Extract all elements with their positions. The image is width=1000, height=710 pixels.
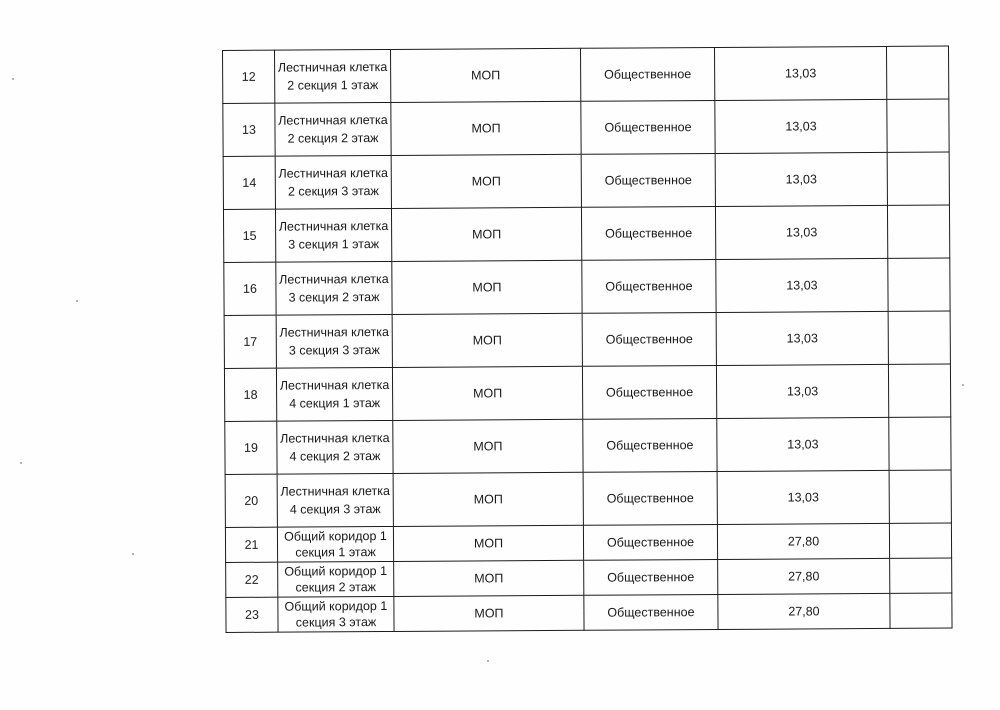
table-row <box>226 593 952 632</box>
premises-name-line-2: 2 секция 3 этаж <box>287 184 379 199</box>
premises-area-cell: 27,80 <box>717 523 889 559</box>
row-number-cell: 22 <box>226 562 278 597</box>
premises-name-line-1: Лестничная клетка <box>277 59 388 75</box>
premises-name-cell <box>276 314 392 368</box>
scan-speck <box>12 78 14 80</box>
premises-name-cell <box>278 561 394 597</box>
premises-name-line-1: Лестничная клетка <box>278 165 389 181</box>
scan-speck <box>962 384 964 386</box>
table-row <box>223 205 949 262</box>
table-row <box>224 311 950 368</box>
row-number-cell: 19 <box>225 421 277 474</box>
premises-type-cell: МОП <box>393 525 583 561</box>
row-number-cell: 15 <box>223 209 275 262</box>
premises-type-cell: МОП <box>394 560 584 596</box>
premises-category-cell: Общественное <box>582 365 716 419</box>
premises-name-cell <box>276 367 392 421</box>
premises-category-cell: Общественное <box>580 47 714 101</box>
premises-name-line-2: 2 секция 2 этаж <box>287 131 379 146</box>
empty-extra-cell <box>890 593 952 628</box>
row-number-cell: 20 <box>225 474 277 527</box>
premises-area-cell: 13,03 <box>715 99 887 153</box>
empty-extra-cell <box>888 364 950 417</box>
premises-name-line-1: Общий коридор 1 <box>284 564 388 579</box>
table-row <box>225 470 951 527</box>
premises-name-cell <box>278 596 394 632</box>
premises-category-cell: Общественное <box>582 259 716 313</box>
premises-name-line-2: 4 секция 2 этаж <box>289 449 381 464</box>
scan-speck <box>20 462 22 464</box>
row-number-cell: 23 <box>226 597 278 632</box>
premises-category-cell: Общественное <box>584 594 718 630</box>
empty-extra-cell <box>890 558 952 593</box>
premises-name-line-2: секция 2 этаж <box>295 580 377 595</box>
premises-type-cell: МОП <box>391 207 581 261</box>
premises-area-cell: 13,03 <box>717 470 889 524</box>
premises-name-line-1: Лестничная клетка <box>280 483 390 499</box>
row-number-cell: 21 <box>225 527 277 562</box>
empty-extra-cell <box>887 152 949 205</box>
table-row <box>223 99 949 156</box>
premises-name-cell <box>277 420 393 474</box>
premises-type-cell: МОП <box>390 48 580 102</box>
scan-speck <box>76 300 78 302</box>
premises-table-body <box>223 46 953 632</box>
premises-category-cell: Общественное <box>581 153 715 207</box>
table-row <box>224 364 950 421</box>
premises-area-cell: 27,80 <box>718 593 890 629</box>
empty-extra-cell <box>889 417 951 470</box>
premises-area-cell: 13,03 <box>717 417 889 471</box>
table-row <box>224 258 950 315</box>
premises-category-cell: Общественное <box>583 418 717 472</box>
premises-type-cell: МОП <box>391 154 581 208</box>
premises-category-cell: Общественное <box>581 100 715 154</box>
premises-area-cell: 13,03 <box>716 311 888 365</box>
premises-type-cell: МОП <box>394 595 584 631</box>
premises-name-line-1: Лестничная клетка <box>278 218 389 234</box>
premises-name-line-1: Лестничная клетка <box>279 377 390 393</box>
premises-name-line-1: Лестничная клетка <box>280 430 390 446</box>
empty-extra-cell <box>888 258 950 311</box>
premises-category-cell: Общественное <box>582 312 716 366</box>
premises-area-cell: 13,03 <box>715 152 887 206</box>
row-number-cell: 17 <box>224 315 276 368</box>
premises-name-line-2: 3 секция 2 этаж <box>288 290 380 305</box>
premises-name-cell <box>277 473 393 527</box>
premises-name-line-2: секция 3 этаж <box>295 615 377 630</box>
premises-name-line-2: секция 1 этаж <box>295 545 376 560</box>
scan-speck <box>132 553 134 555</box>
premises-name-line-2: 3 секция 3 этаж <box>288 343 380 358</box>
row-number-cell: 13 <box>223 103 275 156</box>
empty-extra-cell <box>887 99 949 152</box>
row-number-cell: 16 <box>224 262 276 315</box>
premises-name-cell <box>277 526 393 562</box>
premises-type-cell: МОП <box>392 313 582 367</box>
empty-extra-cell <box>889 470 951 523</box>
premises-name-line-2: 4 секция 3 этаж <box>289 502 381 517</box>
premises-area-cell: 13,03 <box>715 205 887 259</box>
empty-extra-cell <box>886 46 948 99</box>
premises-category-cell: Общественное <box>583 524 717 560</box>
table-row <box>223 152 949 209</box>
row-number-cell: 14 <box>223 156 275 209</box>
premises-name-line-1: Общий коридор 1 <box>284 529 387 544</box>
row-number-cell: 18 <box>224 368 276 421</box>
premises-name-line-1: Лестничная клетка <box>279 271 389 287</box>
premises-type-cell: МОП <box>392 366 582 420</box>
premises-area-cell: 13,03 <box>714 46 886 100</box>
premises-name-cell <box>275 155 391 209</box>
row-number-cell: 12 <box>223 50 275 103</box>
empty-extra-cell <box>889 523 951 558</box>
empty-extra-cell <box>888 311 950 364</box>
premises-category-cell: Общественное <box>581 206 715 260</box>
premises-category-cell: Общественное <box>583 471 717 525</box>
premises-name-cell <box>276 261 392 315</box>
premises-name-cell <box>275 102 391 156</box>
premises-table <box>222 46 953 633</box>
premises-type-cell: МОП <box>391 101 581 155</box>
table-row <box>225 523 951 562</box>
premises-area-cell: 13,03 <box>716 364 888 418</box>
premises-type-cell: МОП <box>393 419 583 473</box>
table-row <box>226 558 952 597</box>
premises-name-cell <box>275 208 391 262</box>
premises-area-cell: 27,80 <box>718 558 890 594</box>
premises-name-line-1: Лестничная клетка <box>279 324 390 340</box>
premises-name-line-1: Лестничная клетка <box>278 112 388 128</box>
premises-name-line-2: 4 секция 1 этаж <box>289 396 381 411</box>
premises-type-cell: МОП <box>392 260 582 314</box>
empty-extra-cell <box>887 205 949 258</box>
premises-name-cell <box>275 49 391 103</box>
premises-type-cell: МОП <box>393 472 583 526</box>
premises-area-cell: 13,03 <box>716 258 888 312</box>
premises-name-line-1: Общий коридор 1 <box>284 599 388 614</box>
premises-category-cell: Общественное <box>584 559 718 595</box>
premises-name-line-2: 3 секция 1 этаж <box>288 237 380 252</box>
table-row <box>223 46 949 103</box>
table-row <box>225 417 951 474</box>
premises-name-line-2: 2 секция 1 этаж <box>287 78 379 93</box>
scan-speck <box>487 660 489 662</box>
